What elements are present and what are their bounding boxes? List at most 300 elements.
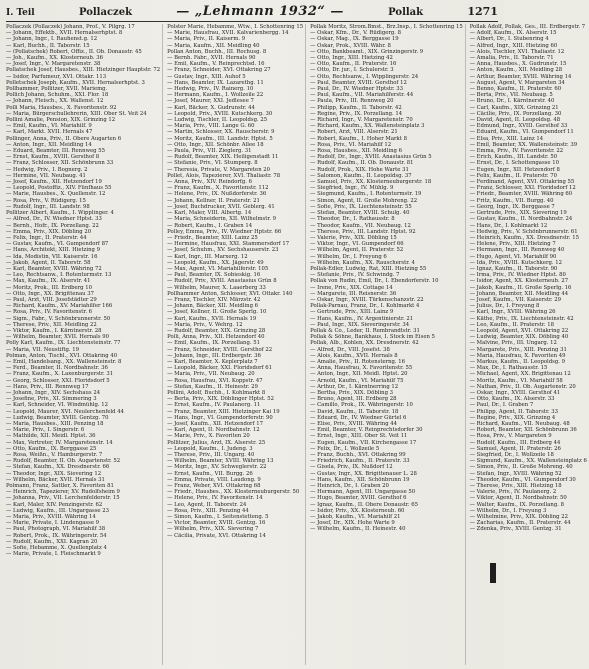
directory-entry: — Wilhelm, Agent, II. Praterstr. 52 — [310, 247, 404, 254]
directory-entry: — Viktor, Kaufm., I. Kärntnerstr. 28 — [6, 327, 102, 334]
directory-entry: Pollak & Söhne, Bankhaus, I. Stock im Eisen 5 — [310, 334, 435, 341]
directory-entry: — Hans, Architekt, XIII. Hietzing 9 — [6, 247, 100, 254]
directory-entry: — Ferd., Beamter, II. Nordbahnstr. 36 — [6, 365, 108, 372]
directory-entry: — Oskar, Ingr., XVIII. Gersthof 41 — [469, 389, 561, 396]
directory-entry: — Ludwig, Beamter, XIX. Döbling 40 — [469, 334, 569, 341]
directory-entry: — Josef, Kaufm., VII. Kaiserstr. 29 — [469, 296, 562, 303]
directory-entry: — Maria, Kaufm., XII. Meidling 40 — [167, 42, 260, 49]
directory-entry: — Helene, Priv., XIII. Hietzing 7 — [469, 241, 556, 248]
directory-entry: — Johann, Ingr., XIV. Sechshaus 24 — [6, 389, 101, 396]
directory-entry: — Rosa, Priv., XIII. Penzing 44 — [167, 507, 249, 514]
directory-entry: — Ernst, Ingr., XIII. Ober St. Veit 11 — [310, 433, 408, 440]
directory-entry: — Hans, Dr., I. Kohlmarkt 12 — [469, 222, 548, 229]
directory-entry: — Franz, Schlosser, XXI. Floridsdorf 12 — [469, 185, 576, 192]
directory-entry: — Emil, Handelsang., XX. Wallensteinstr. 8 — [6, 358, 122, 365]
directory-entry: Polly Karl, Kaufm., IX. Liechtensteinstr. 77 — [6, 340, 121, 347]
directory-entry: Pollhammer, Pollitzer, XVII. Mariemg. — [6, 86, 108, 93]
directory-entry: — Arnold, Kaufm., VI. Mariahilf 75 — [310, 377, 404, 384]
directory-entry: Pollini Amalie, Pension, XIX. Grinzing 12 — [6, 117, 116, 124]
directory-entry: — Margarete, III. Reisnerstr. 36 — [310, 290, 397, 297]
directory-entry: — Leo, Rechtsanw., I. Rotenturmstr. 13 — [6, 272, 112, 279]
directory-entry: — Hedwig, Priv., IV. Rainerg. 10 — [167, 86, 254, 93]
directory-entry: — Salomon, Kaufm., II. Leopoldsg. 37 — [310, 172, 412, 179]
directory-entry: — Moritz, Ingr., XV. Schweglerstr. 22 — [167, 464, 267, 471]
directory-entry: — Jakob, Kaufm., VI. Mariahilf 21 — [310, 514, 401, 521]
directory-entry: — Theodor, Kaufm., VI. Gumpendorf 30 — [469, 476, 576, 483]
directory-entry: — Ida, Priv., XVIII. Kutschkerg. 12 — [469, 259, 562, 266]
directory-entry: — Eduard, Dr., IV. Wiedner Gürtel 6 — [310, 414, 407, 421]
directory-entry: — Gustav, Ingr., XX. Brigittenauer L. 28 — [310, 470, 417, 477]
directory-entry: Pollaczek (Pollaczek) Johann, Prof., V. Pilgrg. 17 — [6, 24, 135, 30]
directory-entry: — Alfred, Dr., VIII. Josefst. 38 — [310, 346, 390, 353]
directory-entry: Pollitzer Albert, Kaufm., I. Wipplinger. 4 — [6, 210, 114, 217]
directory-entry: — Robert, Kaufm., I. Hoher Markt 8 — [310, 135, 407, 142]
directory-entry: — Stefanie, Priv., IV. Schwindg. 7 — [310, 272, 400, 279]
page-number: 1271 — [467, 5, 498, 18]
directory-entry: — Otto, Kaufm., IX. Berggasse 25 — [6, 445, 97, 452]
directory-entry: — Josef, Dr., XIX. Hohe Warte 9 — [310, 520, 395, 527]
directory-entry: — Theodor, Ingr., XIX. Sievering 12 — [6, 470, 102, 477]
directory-entry: — Berta, Priv., XIX. Döblinger Hptst. 52 — [167, 396, 274, 403]
directory-entry: — Hans, Kaufm., IV. Argentinierstr. 21 — [310, 315, 414, 322]
directory-entry: — Maria, Priv., V. Wehrg. 12 — [167, 321, 243, 328]
directory-entry: — Moritz, Prok., III. Erdberg 10 — [6, 284, 92, 291]
directory-entry: — Joh., Kaufm., XX. Klosterneub. 36 — [6, 55, 104, 62]
directory-entry: — Emil, Beamter, XX. Wallensteinstr. 39 — [469, 141, 578, 148]
directory-entry: — Maria, Hausbes., XIII. Penzing 18 — [6, 421, 104, 427]
directory-entry: — Otto, Dr. jur., I. Schulerstr. 3 — [310, 67, 394, 74]
directory-entry: — Ernst, Kaufm., VII. Burgg. 26 — [167, 470, 253, 477]
directory-entry: — Otto, Ingr., XX. Brigittenau 37 — [6, 290, 94, 297]
directory-entry: Polli, Anna, Priv., XII. Hetzendorf 40 — [167, 334, 265, 341]
directory-entry: — Johann, Kellner, II. Praterstr. 21 — [167, 197, 260, 204]
directory-entry: Pollan Anton, Buchh., III. Rochusg. 8 — [167, 48, 267, 55]
directory-entry: — Otto, Rechtsanw., I. Wipplingerstr. 24 — [310, 73, 419, 80]
directory-entry: — Franz, Kaufm., X. Laxenburgerstr. 31 — [6, 371, 114, 378]
directory-entry: — Hermann, Ingr., III. Rennweg 40 — [469, 247, 565, 254]
directory-entry: Pollak, Alb., Kohlen, XX. Dresdnerstr. 42 — [310, 340, 419, 347]
directory-entry: Pollich Johann, Schuhm., XXI. Flor. 18 — [6, 92, 109, 99]
directory-entry: — Marie, Hausbes., X. Quellenstr. 12 — [6, 191, 106, 198]
directory-entry: — Michael, Agent, XX. Brigittenau 12 — [469, 371, 571, 378]
directory-entry: — Josef, Kaufm., XII. Hetzendorf 19 — [6, 179, 102, 186]
directory-entry: — Anna, Hausbes., X. Gudrunstr. 15 — [469, 61, 567, 68]
directory-entry: — Rosa, Priv., V. Margareten 9 — [469, 433, 552, 440]
directory-entry: — Malvine, Priv., III. Ungarg. 12 — [469, 340, 557, 347]
directory-entry: — Georg, Ingr., IX. Berggasse 7 — [469, 203, 555, 210]
directory-entry: — Leopold, Postoffiz., XIV. Fünfhaus 55 — [6, 185, 112, 192]
directory-entry: — Otto, Ingr., XII. Schönbr. Allee 18 — [167, 141, 264, 148]
directory-entry: — Emma, Priv., XIX. Döbling 20 — [6, 228, 92, 235]
columns-container — [6, 24, 587, 665]
directory-entry: — Zdenka, Priv., XVIII. Gentzg. 31 — [469, 526, 562, 533]
directory-entry: — Samuel, Priv., XX. Klosterneuburgerstr. 18 — [310, 179, 432, 186]
directory-entry: — Heinrich, Dr., I. Graben 20 — [310, 483, 389, 490]
directory-entry: Pollinger, Anna, Priv., II. Obere Augarten 6 — [6, 135, 122, 142]
directory-entry: — Stefanie, Priv., VI. Stumperg. 8 — [167, 160, 258, 167]
directory-entry: — Eugen, Kaufm., VII. Kirchengasse 17 — [310, 439, 417, 446]
directory-entry: — Elsa, Priv., XIII. Lainz 14 — [469, 135, 544, 142]
directory-entry: — Rudolf, Dr., Ingr., XVIII. Anastasius Grün 5 — [310, 154, 432, 161]
directory-entry: — Regine, Priv., IX. Porzellang. 14 — [310, 110, 403, 117]
directory-entry: — Philipp, Kaufm., II. Taborstr. 42 — [310, 104, 402, 111]
directory-entry: — Johann, Effektb., XVII. Hernalserhptst. 8 — [6, 30, 123, 37]
directory-entry: Polmann, Franz, Sattler, X. Favoriten 81 — [6, 483, 114, 490]
directory-entry: — Helene, Priv., IV. Favoritenstr. 14 — [167, 495, 263, 502]
directory-entry: — Alfred, Dr., IV. Wiedner Hptst. 33 — [6, 216, 102, 223]
directory-entry: — Therese, Priv., III. Landstr. Hptst. 92 — [310, 228, 416, 235]
directory-entry: — Wilhelm, Kaufm., II. Heinestr. 40 — [310, 526, 406, 533]
part-label: I. Teil — [6, 8, 35, 18]
directory-entry: — Ida, Modistin, VII. Kaiserstr. 16 — [6, 253, 98, 260]
directory-entry: — David, Agent, II. Leopoldsg. 48 — [469, 117, 561, 124]
directory-entry: — Gisela, Priv., IX. Nußdorf 12 — [310, 464, 393, 471]
directory-entry: — Rudolf, Kaufm., III. Erdberg 44 — [469, 439, 561, 446]
directory-entry: — Hedwig, Priv., I. Bognerg. 2 — [6, 166, 88, 173]
directory-entry: — Leopold, Kaufm., XX. Jägerstr. 49 — [167, 259, 264, 266]
keyword-right: Pollak — [388, 7, 424, 18]
directory-entry: — Rudolf, Prok., XIX. Hohe Warte 31 — [310, 166, 409, 173]
directory-entry: — Paul, Photograph, VI. Mariahilf 38 — [6, 526, 106, 533]
directory-entry: — Ludwig, Kaufm., III. Ungargasse 23 — [6, 507, 109, 514]
directory-entry: — Sigm., Fabr., V. Schönbrunnerstr. 50 — [6, 315, 111, 322]
directory-entry: — Hugo, Beamter, XVIII. Gersthof 6 — [310, 495, 407, 502]
directory-entry: — Wilhelm, Bäcker, XVII. Hernals 31 — [6, 476, 105, 483]
directory-entry: — Therese, Priv., XIII. Hietzing 18 — [469, 483, 562, 490]
directory-entry: — Heinrich, Kaufm., XX. Dresdnerstr. 15 — [469, 234, 579, 241]
directory-entry: — (Pollatschek) Robert, Offiz., II. Ob. Donaustr. 45 — [6, 48, 142, 55]
directory-entry: — Maria, Schneiderin, XII. Wilhelmstr. 9 — [167, 216, 277, 223]
directory-entry: — Karl, Schneider, VI. Windmühlg. 12 — [6, 402, 108, 409]
directory-entry: — Rudolf, Beamter, XIX. Heiligenstadt 11 — [167, 154, 279, 161]
directory-entry: — Paul, Beamter, IX. Sobieskig. 16 — [167, 272, 261, 279]
directory-entry: — Maria, Priv., XVIII. Währing 14 — [6, 514, 96, 521]
directory-entry: — Emil, Kaufm., VI. Mariahilf. 9 — [6, 123, 92, 130]
page-header — [6, 4, 498, 20]
directory-entry: — Wilhelm, Priv., XIX. Sievering 7 — [167, 526, 259, 533]
directory-entry: — Robert, Kaufm., I. Graben 14 — [167, 222, 253, 229]
directory-entry: — Robert, Prok., IX. Währingerstr. 54 — [6, 532, 107, 539]
directory-entry: — Otto, Kaufm., II. Praterstr. 16 — [310, 61, 397, 68]
directory-entry: — Ernst, Kaufm., IV. Paulanerg. 11 — [167, 402, 261, 409]
directory-entry: — Karl, Bäcker, X. Gudrunstr. 44 — [167, 104, 255, 111]
directory-entry: — Karl, Maler, VIII. Albertg. 14 — [167, 210, 252, 217]
directory-entry: — Theodor, Kaufm., VII. Neubaug. 12 — [310, 222, 411, 229]
directory-entry: Polman, Anton, Tischl., XVI. Ottakring 40 — [6, 352, 118, 359]
directory-entry: — Sofie, Hebamme, X. Quellenplatz 4 — [6, 545, 107, 552]
directory-entry: — Rudolf, Priv., XVIII. Anastasius Grün 8 — [167, 278, 277, 285]
directory-entry: — Johann, Fleisch., XX. Wallenst. 12 — [6, 98, 104, 105]
directory-entry: — Edmund, Ingr., XVIII. Gersthof 33 — [469, 123, 568, 130]
directory-entry: — Rosa, Priv., V. Rüdigerg. 15 — [6, 197, 86, 204]
directory-entry: — Leo, Agent, II. Taborstr. 24 — [167, 501, 247, 508]
directory-entry: — Georg, Schlosser, XXI. Floridsdorf 5 — [6, 377, 110, 384]
directory-title: — „Lehmann 1932“ — — [176, 4, 344, 19]
directory-entry: — Amalia, Priv., II. Taborstr. 71 — [469, 55, 554, 62]
directory-entry: — Max, Vertreter, IV. Margaretenstr. 14 — [6, 439, 113, 446]
directory-entry: — Josef, Ingr., V. Margaretenstr. 38 — [6, 61, 101, 68]
directory-entry: — Fritz, Kaufm., VII. Burgg. 40 — [469, 197, 554, 204]
directory-entry: — Gustav, Kaufm., II. Nordbahnstr. 24 — [469, 216, 573, 223]
directory-entry: — Marie, Hausfrau, XVII. Kalvarienbergg. 14 — [167, 30, 289, 37]
directory-entry: — Rudolf, Beamter, XIX. Grinzing 28 — [167, 327, 266, 334]
directory-entry: — Wilhelm, Dr., I. Freyung 3 — [469, 507, 547, 514]
directory-entry: — Anton, Ingr., XII. Meidling 14 — [6, 141, 92, 148]
directory-entry: — Wilhelmine, Priv., XIX. Döbling 22 — [469, 514, 568, 521]
directory-entry: — Amalie, Priv., II. Rotensterng. 16 — [310, 358, 406, 365]
directory-entry: — Arthur, Beamter, XVIII. Währing 14 — [469, 73, 572, 80]
directory-entry: — Maria, Priv., II. Kaiserm. 9 — [167, 36, 246, 43]
directory-entry: — Helene, Priv., IX. Nußdorferstr. 36 — [167, 191, 267, 198]
directory-entry: — Karl, Beamter, X. Keplerplatz 7 — [167, 358, 258, 365]
directory-entry: — Gustav, Kaufm., VI. Gumpendorf 87 — [6, 241, 109, 248]
directory-entry: — Marie, Private, I. Lindengasse 9 — [6, 520, 100, 527]
directory-entry: — Walter, Kaufm., IX. Porzellang. 8 — [469, 501, 564, 508]
directory-entry: — Julius, Dr., I. Freyung 8 — [469, 303, 540, 310]
column-2 — [167, 24, 306, 665]
directory-entry: — Friedr., Beamter, XIII. Lainz 25 — [167, 234, 258, 241]
directory-entry: — Leopold, Priv., XVIII. Kutschkerg. 30 — [167, 110, 273, 117]
directory-entry: — Oskar, Ingr., XVIII. Türkenschanzstr. 22 — [310, 296, 424, 303]
directory-entry: — Markus, Kaufm., II. Leopoldsg. 9 — [469, 358, 565, 365]
directory-entry: — Hermann, Agent, III. Ungargasse 50 — [310, 489, 416, 496]
directory-entry: — Gustav, Ingr., XIII. Auhof 5 — [167, 73, 246, 80]
directory-entry: — Elise, Priv., XVIII. Währing 44 — [310, 421, 398, 427]
edge-mark — [490, 563, 496, 583]
directory-entry: — Karl, Buchh., II. Taborstr. 15 — [6, 42, 90, 49]
directory-entry: — Johann, Ingr., I. Rauhenst.g. 12 — [6, 36, 98, 43]
directory-entry: — Karl, Ingr., XVIII. Währing 26 — [469, 309, 556, 316]
directory-entry: — Wilhelm, Beamter, XVII. Hernals 90 — [6, 334, 109, 341]
directory-entry: — Felix, Kaufm., II. Praterstr. 70 — [469, 172, 558, 179]
directory-entry: — Sofie, Priv., IX. Liechtensteinstr. 55 — [310, 203, 412, 210]
directory-entry: — Albert, Dr., I. Stubenring 4 — [469, 36, 549, 43]
directory-entry: — Paul, Beamter, XVIII. Gersthof 12 — [310, 79, 407, 86]
directory-entry: — Eduard, Beamter, III. Rennweg 55 — [6, 148, 105, 155]
directory-entry: — Marie, Priv., I. Singerstr. 6 — [6, 427, 85, 434]
directory-entry: — Jakob, Kaufm., II. Große Sperlg. 16 — [469, 284, 572, 291]
directory-entry: — Valerie, Priv., XIX. Döbling 15 — [310, 234, 397, 241]
directory-entry: — Ferdinand, Agent, XVI. Ottakring 55 — [469, 179, 575, 186]
directory-entry: — Josef, Buchdrucker, XVII. Geblerg. 41 — [167, 203, 275, 210]
directory-entry: — Johanna, Priv., VII. Lerchenfelderstr. 15 — [6, 495, 120, 502]
directory-entry: — Karl, Ingr., III. Marxerg. 12 — [167, 253, 248, 260]
directory-entry: — Otto, Kaufm., IX. Alserstr. 33 — [469, 396, 555, 403]
directory-entry: — Martin, Schlosser, XX. Rauscherstr. 9 — [167, 129, 275, 136]
directory-entry: — Emil, Kaufm., V. Reinprechtsd. 16 — [167, 61, 265, 68]
directory-entry: — Bernh. Fabr., XVII. Hernals 90 — [167, 55, 256, 62]
directory-entry: — Emma, Priv., IV. Favoritenstr. 22 — [469, 148, 564, 155]
directory-entry: — Franz, Schneider, XVI. Ottakring 27 — [167, 67, 271, 74]
directory-entry: — Regine, Priv., XIX. Grinzing 4 — [469, 414, 556, 421]
column-3 — [310, 24, 466, 665]
directory-entry: — Johann, Bäcker, XII. Meidling 6 — [167, 303, 259, 310]
directory-entry: — Isidor, Parfumeur, XVI. Ottakr. 113 — [6, 73, 107, 80]
directory-entry: — Friedr., Hausbes., XX. Klosterneuburgerstr. 50 — [167, 489, 300, 496]
directory-entry: — Leo, Kaufm., II. Praterstr. 18 — [469, 321, 554, 328]
directory-entry: — Oskar, Mag., IX. Berggasse 19 — [310, 36, 399, 43]
directory-entry: Polster Marie, Hebamme, Wtw., I. Schottenring 15 — [167, 24, 304, 30]
directory-entry: — Alfred, Ingr., XIII. Hietzing 60 — [469, 42, 558, 49]
keyword-left: Pollaczek — [78, 7, 133, 18]
directory-entry: — Wilhelm, Maurer, X. Laaerberg 33 — [167, 284, 266, 291]
directory-entry: — Therese, Priv., III. Ungarg. 40 — [167, 452, 255, 459]
directory-entry: Pollak & Co., Leder, II. Rembrandtstr. 31 — [310, 327, 420, 334]
directory-entry: — Simon, Agent, II. Große Mohreng. 22 — [310, 197, 418, 204]
directory-entry: — Isidor, Agent, XX. Klosterneub. 27 — [469, 278, 569, 285]
directory-entry: — Franz, Schneider, XVIII. Gersthof 22 — [167, 346, 273, 353]
directory-entry: — Franz, Weber, XVI. Ottakring 68 — [167, 483, 261, 490]
directory-entry: — Karl, Beamter, XVIII. Währing 72 — [6, 265, 102, 272]
directory-entry: — Josef, Kaufm., XII. Hetzendorf 17 — [167, 421, 263, 427]
directory-entry: — Rudolf, Beamter, II. Ob. Augartenstr. 52 — [6, 458, 121, 465]
directory-entry: — Rudolf, Kaufm., II. Ob. Donaustr. 81 — [310, 160, 414, 167]
directory-entry: — Felix, Ingr., II. Praterstr. 44 — [6, 234, 87, 241]
directory-entry: — Siegfried, Ingr., IV. Mühlg. 9 — [310, 185, 394, 192]
directory-entry: — Rudolf, Kaufm., XXI. Kagran 20 — [6, 538, 98, 545]
directory-entry: — Adolf, Kaufm., IX. Alserstr. 15 — [469, 30, 557, 37]
directory-entry: — Otto, Bankbeamt., XIX. Grinzingerstr. 9 — [310, 48, 424, 55]
directory-entry: — Rudolf, Ingr., III. Landstr. 98 — [6, 203, 90, 210]
directory-entry: Pollatschek Josef, Hausbes., XIII. Hietzinger Hauptstr. 72 — [6, 67, 161, 74]
directory-entry: — Josef, Maurer, XXI. Jedlesee 7 — [167, 98, 254, 105]
directory-entry: — Josefine, Priv., XI. Simmering 3 — [6, 396, 97, 403]
directory-entry: — Berta, Priv., VII. Neubaug. 5 — [469, 92, 553, 99]
directory-entry: Polley, Emma, Priv., IV. Wiedner Hptstr. 66 — [167, 228, 282, 235]
directory-entry: — Bruno, Dr., I. Kärntnerstr. 40 — [469, 98, 555, 105]
column-4 — [470, 24, 589, 665]
directory-entry: Pollini, Adolf, Buchh., I. Kohlmarkt 8 — [167, 389, 266, 396]
directory-entry: — Max, Kaufm., IX. Alserstr. 41 — [6, 278, 91, 285]
directory-entry: — Philipp, Agent, II. Taborstr. 33 — [469, 408, 558, 415]
directory-entry: — Paul, Arzt, VIII. Josefstädter 29 — [6, 296, 97, 303]
directory-entry: — Wilhelm, Dr., I. Freyung 6 — [310, 253, 387, 260]
directory-entry: — Oskar, Prok., XVIII. Währ. 8 — [310, 42, 391, 49]
directory-entry: — Paula, Priv., III. Rennweg 20 — [310, 98, 394, 105]
directory-entry: — Gertrude, Priv., XIX. Sievering 19 — [469, 210, 567, 217]
directory-entry: — Hans, Kaufm., XII. Schönbrunn 19 — [310, 476, 410, 483]
directory-entry: — Robert, Beamter, XII. Schönbrunn 36 — [469, 427, 577, 434]
directory-entry: — Erich, Kaufm., III. Landstr. 50 — [469, 154, 558, 161]
directory-entry: — Maria, Priv., VII. Neubaug. 20 — [167, 371, 255, 378]
directory-entry: — Sigmund, Kaufm., XX. Wallensteinplatz 6 — [469, 458, 587, 465]
directory-entry: — Richard, Ingr., V. Margaretenstr. 70 — [310, 117, 413, 124]
directory-entry: Pollak-Parnau, Franz, Dr., I. Kohlmarkt 4 — [310, 303, 420, 310]
directory-entry: — Samuel, Agent, II. Praterstr. 26 — [469, 445, 561, 452]
directory-entry: — Stefan, Beamter, XVIII. Schulg. 40 — [310, 210, 410, 217]
directory-entry: — Paul, Dr., IV. Wiedner Hptstr. 33 — [310, 86, 404, 93]
directory-entry: — Hans, Ingr., VI. Gumpendorferstr. 90 — [167, 414, 273, 421]
directory-entry: — Karl, Markt. XVII. Hernals 47 — [6, 129, 93, 136]
directory-entry: — Rosa, Hausbes., XII. Meidling 6 — [310, 148, 402, 155]
directory-entry: — Otto, Ingr., XIII. Hietzing 42 — [310, 55, 393, 62]
directory-entry: — Emma, Private, VIII. Laudong. 9 — [167, 476, 261, 483]
directory-entry: — Siegmund, Kaufm., I. Rotenturmstr. 19 — [310, 191, 422, 198]
directory-entry: Pollak Moritz, Strom.Bmst., Brz.Insp., I. Schottenring 15 — [310, 24, 463, 30]
directory-entry: — David, Kaufm., II. Taborstr. 18 — [310, 408, 399, 415]
directory-entry: — Richard, Kaufm., XV. Mariahilfer 166 — [6, 303, 113, 310]
directory-entry: — Johann, Beamter, XII. Meidling 44 — [469, 290, 569, 297]
directory-entry: — Richard, Kaufm., XX. Wallensteinplatz 3 — [310, 123, 425, 130]
directory-entry: — Jakob, Agent, II. Taborstr. 58 — [6, 259, 91, 266]
directory-entry: — Gertrude, Priv., XIII. Lainz 9 — [310, 309, 394, 316]
directory-entry: — Theresia, Private, V. Margareten 20 — [167, 166, 271, 173]
directory-entry: — Wilhelm, Beamter, XVIII. Währing 13 — [167, 458, 274, 465]
directory-entry: — Hans, Beamter, IX. Lazarethg. 11 — [167, 79, 264, 86]
directory-entry: — Franz, Schlosser, XII. Schönbrunn 33 — [6, 160, 114, 167]
directory-entry: — Käthe, Priv., IX. Liechtensteinstr. 42 — [469, 315, 574, 322]
directory-entry: — Josef, Schuhm., XV. Sechshauserstr. 23 — [167, 247, 279, 254]
directory-entry: — Maria, Priv., VIII. Lange G. 60 — [167, 123, 255, 130]
directory-entry: — Paul, Dr., I. Graben 7 — [469, 402, 534, 409]
directory-entry: — Maria, Bürgerschullehrerin, XIII. Ober St. Veit 24 — [6, 110, 147, 117]
directory-entry: — Mathilde, XII. Meidl. Hptst. 36 — [6, 433, 96, 440]
directory-entry: — Cäcilia, Private, XVI. Ottakring 14 — [167, 532, 266, 539]
directory-entry: — Camillo, Prok., IX. Währingerstr. 10 — [310, 402, 413, 409]
directory-entry: — Eduard, Kaufm., VI. Gumpendorf 11 — [469, 129, 574, 136]
directory-entry: — Max, Agent, VI. Mariahilferstr. 105 — [167, 265, 269, 272]
directory-entry: — Anna, Hausfrau, X. Favoritenstr. 55 — [310, 365, 413, 372]
directory-entry: Pollak Adolf, Pollak, Ges., III. Erdbergstr. 7 — [469, 24, 586, 30]
directory-entry: — Viktor, Ingr., VI. Gumpendorf 66 — [310, 241, 404, 248]
directory-entry: — Wilhelm, Kaufm., XX. Rauscherstr. 4 — [310, 259, 415, 266]
directory-entry: Pollhammer Anton, Schlosser, XVI. Ottakr. 140 — [167, 290, 293, 297]
directory-entry: — Valerie, Priv., IV. Paulanerg. 2 — [469, 489, 557, 496]
directory-entry: — Stefan, Ingr., XVIII. Währing 52 — [469, 470, 562, 477]
directory-entry: — Anna, Priv., XIV. Reindorfg. 6 — [167, 179, 253, 186]
directory-entry: — Arthur, Dr., I. Kärntnerring 12 — [310, 383, 399, 390]
directory-entry: — Hermine, VII. Neubaug. 41 — [6, 172, 86, 179]
directory-entry: — Ernst, Dr., I. Schottengasse 10 — [469, 160, 559, 167]
column-1 — [6, 24, 163, 665]
directory-entry: Polletschek Joseph, Kaufm., XVII. Hernalserhptst. 3 — [6, 79, 145, 86]
directory-entry: — Alois, Tischler, XVI. Thaliastr. 12 — [469, 48, 565, 55]
directory-entry: Polli Maria, Hausbes., X. Favoritenstr. 92 — [6, 104, 117, 111]
directory-entry: — Emil, Beamter, V. Reinprechtsdorfer 30 — [310, 427, 423, 434]
directory-entry: — Franz, Kaufm., X. Favoritenstr. 112 — [167, 185, 269, 192]
directory-entry: — Paul, Ingr., XIX. Sieveringerstr. 34 — [310, 321, 410, 328]
directory-entry: — Robert, Arzt, VIII. Alserstr. 21 — [310, 129, 398, 136]
directory-entry: — Simon, Kaufm., I. Seitenstetteng. 5 — [167, 514, 269, 521]
directory-entry: — Bernh., Hofr., IX. Porzellang. 22 — [6, 222, 99, 229]
directory-entry: — Alois, Kaufm., XVII. Hernals 8 — [310, 352, 398, 359]
header-rule — [6, 21, 498, 22]
directory-entry: — Franz, Buchh., XVI. Ottakring 99 — [310, 452, 406, 459]
directory-entry: — Bruno, Agent, III. Erdberg 28 — [310, 396, 397, 403]
directory-entry: — Heinrich, Tapezierer, XV. Rudolfsheim 9 — [6, 489, 120, 496]
directory-entry: — Eugen, Ingr., XII. Hetzendorf 8 — [469, 166, 560, 173]
directory-entry: — Richard, Kaufm., VII. Neubaug. 48 — [469, 421, 570, 427]
directory-entry: — Johann, Ingr., III. Erdbergstr. 36 — [167, 352, 261, 359]
directory-entry: — Anton, Ingr., XII. Meidl. Hptst. 20 — [310, 371, 408, 378]
directory-entry: — Siegfried, Dr., I. Wollzeile 18 — [469, 452, 554, 459]
directory-entry: — Zacharias, Kaufm., II. Praterstr. 44 — [469, 520, 571, 527]
directory-entry: — Emil, Kaufm., IX. Porzellang. 51 — [167, 340, 260, 347]
directory-entry: — Nathan, Priv., II. Ob. Augartenstr. 20 — [469, 383, 576, 390]
directory-entry: — Anton, Kaufm., XII. Meidling 28 — [469, 67, 563, 74]
directory-entry: — Paula, Priv., VII. Zieglerg. 31 — [167, 148, 252, 155]
directory-entry: — Ludwig, Beamter, XVIII. Gentzg. 70 — [6, 414, 109, 421]
directory-entry: — Viktor, Agent, II. Nordbahnstr. 50 — [469, 495, 567, 502]
directory-entry: — Hugo, Agent, VI. Mariahilf 90 — [469, 253, 557, 260]
directory-entry: — Ignaz, Kaufm., II. Obere Donaustr. 65 — [310, 501, 418, 508]
directory-entry: — Moritz, Kaufm., III. Landstr. Hptst. 5 — [167, 135, 273, 142]
directory-entry: — Friedrich, Kaufm., II. Praterstr. 33 — [310, 458, 410, 465]
directory-entry: — Paul, Kaufm., VII. Mariahilferstr. 44 — [310, 92, 414, 99]
directory-entry: — Irma, Priv., IV. Wiedner Hptst. 80 — [469, 272, 566, 279]
directory-entry: — Marie, Private, I. Fleischmarkt 9 — [6, 551, 101, 558]
directory-entry: — Moritz, Kaufm., VI. Mariahilf 58 — [469, 377, 563, 384]
